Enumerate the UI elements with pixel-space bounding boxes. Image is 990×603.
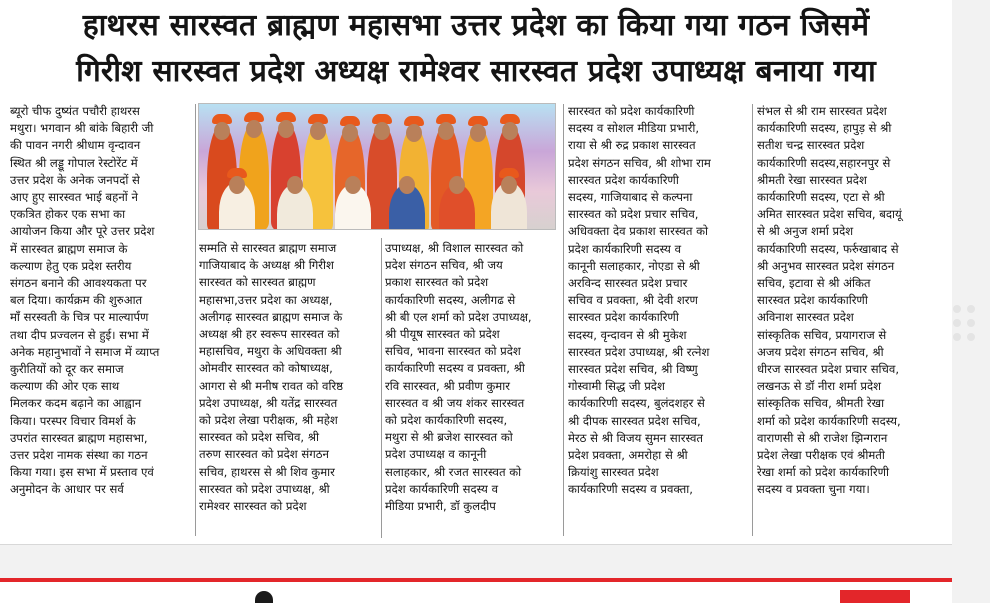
article-line: प्रकाश सारस्वत को प्रदेश <box>385 275 489 290</box>
article-line: प्रदेश उपाध्यक्ष, श्री यतेंद्र सारस्वत <box>199 395 338 410</box>
article-column-1 <box>10 103 194 499</box>
article-line: प्रदेश उपाध्यक्ष व कानूनी <box>385 447 487 462</box>
article-line: सांस्कृतिक सचिव, श्रीमती रेखा <box>757 396 885 411</box>
article-line: बल दिया। कार्यक्रम की शुरुआत <box>10 293 143 308</box>
article-line: गोस्वामी सिद्ध जी प्रदेश <box>568 379 665 394</box>
article-line: प्रदेश कार्यकारिणी सदस्य व <box>568 241 682 256</box>
article-line: सारस्वत प्रदेश कार्यकारिणी <box>757 293 868 308</box>
article-line: मथुरा से श्री ब्रजेश सारस्वत को <box>385 430 513 445</box>
article-line: शर्मा को प्रदेश कार्यकारिणी सदस्य, <box>757 413 901 428</box>
article-line: कल्याण हेतु एक प्रदेश स्तरीय <box>10 258 132 273</box>
article-line: किया। परस्पर विचार विमर्श के <box>10 413 136 428</box>
article-column-3 <box>385 240 561 515</box>
headline-line-2: गिरीश सारस्वत प्रदेश अध्यक्ष रामेश्वर सारस्वत प्रदेश उपाध्यक्ष बनाया गया <box>76 54 876 89</box>
article-line: माँ सरस्वती के चित्र पर माल्यार्पण <box>10 310 149 325</box>
article-line: कल्याण की ओर एक साथ <box>10 379 120 394</box>
article-line: कार्यकारिणी सदस्य, एटा से श्री <box>757 190 885 205</box>
article-line: कार्यकारिणी सदस्य, हापुड़ से श्री <box>757 121 892 136</box>
article-line: अनेक महानुभावों ने समाज में व्याप्त <box>10 344 160 359</box>
article-line: रवि सारस्वत, श्री प्रवीण कुमार <box>385 378 510 393</box>
article-line: ब्यूरो चीफ दुष्यंत पचौरी हाथरस <box>10 104 140 118</box>
article-column-2 <box>199 240 379 515</box>
article-line: सारस्वत प्रदेश सचिव, श्री विष्णु <box>568 362 698 377</box>
article-line: मिलकर कदम बढ़ाने का आह्वान <box>10 396 142 411</box>
article-line: में सारस्वत ब्राह्मण समाज के <box>10 241 128 256</box>
article-line: उपरांत सारस्वत ब्राह्मण महासभा, <box>10 430 148 445</box>
article-line: प्रदेश संगठन सचिव, श्री शोभा राम <box>568 155 711 170</box>
article-line: ओमवीर सारस्वत को कोषाध्यक्ष, <box>199 361 333 376</box>
article-line: श्री अनुभव सारस्वत प्रदेश संगठन <box>757 258 895 273</box>
article-line: क्रियांशु सारस्वत प्रदेश <box>568 465 659 480</box>
article-line: कार्यकारिणी सदस्य व प्रवक्ता, श्री <box>385 361 525 376</box>
article-line: उत्तर प्रदेश नामक संस्था का गठन <box>10 448 148 463</box>
article-line: आगरा से श्री मनीष रावत को वरिष्ठ <box>199 378 344 393</box>
next-clipping-glyph <box>255 591 273 603</box>
article-line: प्रदेश लेखा परीक्षक एवं श्रीमती <box>757 448 885 463</box>
article-line: महासभा,उत्तर प्रदेश का अध्यक्ष, <box>199 292 333 307</box>
article-line: श्रीमती रेखा सारस्वत प्रदेश <box>757 172 867 187</box>
article-line: अजय प्रदेश संगठन सचिव, श्री <box>757 344 884 359</box>
article-line: रेखा शर्मा को प्रदेश कार्यकारिणी <box>757 465 890 480</box>
article-line: श्री दीपक सारस्वत प्रदेश सचिव, <box>568 413 701 428</box>
article-line: उपाध्यक्ष, श्री विशाल सारस्वत को <box>385 241 524 255</box>
article-line: सारस्वत को सारस्वत ब्राह्मण <box>199 275 316 290</box>
article-line: को प्रदेश कार्यकारिणी सदस्य, <box>385 413 508 428</box>
article-line: सम्मति से सारस्वत ब्राह्मण समाज <box>199 241 337 255</box>
article-line: सदस्य, गाजियाबाद से कल्पना <box>568 190 693 205</box>
article-line: सारस्वत को प्रदेश उपाध्यक्ष, श्री <box>199 481 330 496</box>
article-line: सारस्वत को प्रदेश सचिव, श्री <box>199 430 319 445</box>
article-line: आयोजन किया और पूरे उत्तर प्रदेश <box>10 224 155 239</box>
article-line: सचिव, हाथरस से श्री शिव कुमार <box>199 464 335 479</box>
article-line: सारस्वत प्रदेश कार्यकारिणी <box>568 172 679 187</box>
headline-line-1: हाथरस सारस्वत ब्राह्मण महासभा उत्तर प्रदेश का किया गया गठन जिसमें <box>82 8 870 43</box>
article-line: सदस्य व सोशल मीडिया प्रभारी, <box>568 121 700 136</box>
article-line: तरुण सारस्वत को प्रदेश संगठन <box>199 447 329 462</box>
article-line: अविनाश सारस्वत प्रदेश <box>757 310 854 325</box>
next-clipping-red-rule <box>0 578 952 582</box>
article-line: को प्रदेश लेखा परीक्षक, श्री महेश <box>199 413 338 428</box>
article-line: अध्यक्ष श्री हर स्वरूप सारस्वत को <box>199 327 340 342</box>
article-line: राया से श्री रुद्र प्रकाश सारस्वत <box>568 138 696 153</box>
drag-handle-icon[interactable] <box>953 305 983 345</box>
article-line: से श्री अनुज शर्मा प्रदेश <box>757 224 854 239</box>
article-line: रामेश्वर सारस्वत को प्रदेश <box>199 499 307 514</box>
article-line: कानूनी सलाहकार, नोएडा से श्री <box>568 258 700 273</box>
article-line: सांस्कृतिक सचिव, प्रयागराज से <box>757 327 887 342</box>
article-line: आए हुए सारस्वत भाई बहनों ने <box>10 190 138 205</box>
article-line: सारस्वत व श्री जय शंकर सारस्वत <box>385 395 525 410</box>
article-line: प्रदेश कार्यकारिणी सदस्य व <box>385 481 499 496</box>
article-line: सलाहकार, श्री रजत सारस्वत को <box>385 464 522 479</box>
article-line: कार्यकारिणी सदस्य, अलीगढ से <box>385 292 516 307</box>
article-line: धीरज सारस्वत प्रदेश प्रचार सचिव, <box>757 362 900 377</box>
article-line: मेरठ से श्री विजय सुमन सारस्वत <box>568 430 704 445</box>
article-line: कार्यकारिणी सदस्य व प्रवक्ता, <box>568 482 693 497</box>
article-line: प्रदेश प्रवक्ता, अमरोहा से श्री <box>568 448 688 463</box>
article-line: महासचिव, मथुरा के अधिवक्ता श्री <box>199 344 342 359</box>
article-line: सचिव, इटावा से श्री अंकित <box>757 276 871 291</box>
article-line: सारस्वत को प्रदेश प्रचार सचिव, <box>568 207 699 222</box>
article-line: अलीगढ़ सारस्वत ब्राह्मण समाज के <box>199 309 343 324</box>
article-line: सचिव, भावना सारस्वत को प्रदेश <box>385 344 521 359</box>
article-line: अरविन्द सारस्वत प्रदेश प्रचार <box>568 276 688 291</box>
article-line: कुरीतियों को दूर कर समाज <box>10 362 124 377</box>
article-line: उत्तर प्रदेश के अनेक जनपदों से <box>10 172 140 187</box>
article-line: किया गया। इस सभा में प्रस्ताव एवं <box>10 465 154 480</box>
article-line: मीडिया प्रभारी, डॉ कुलदीप <box>385 499 496 514</box>
article-line: श्री बी एल शर्मा को प्रदेश उपाध्यक्ष, <box>385 309 532 324</box>
article-line: सदस्य, वृन्दावन से श्री मुकेश <box>568 327 687 342</box>
article-line: की पावन नगरी श्रीधाम वृन्दावन <box>10 138 141 153</box>
article-line: कार्यकारिणी सदस्य, बुलंदशहर से <box>568 396 705 411</box>
article-column-5 <box>757 103 941 499</box>
article-column-4 <box>568 103 750 499</box>
viewer-margin <box>952 0 990 603</box>
article-line: संगठन बनाने की आवश्यकता पर <box>10 276 147 291</box>
article-line: अमित सारस्वत प्रदेश सचिव, बदायूं <box>757 207 902 222</box>
article-line: अनुमोदन के आधार पर सर्व <box>10 482 124 497</box>
article-line: एकत्रित होकर एक सभा का <box>10 207 126 222</box>
article-line: कार्यकारिणी सदस्य, फर्रुखाबाद से <box>757 241 899 256</box>
article-line: सचिव व प्रवक्ता, श्री देवी शरण <box>568 293 698 308</box>
article-line: कार्यकारिणी सदस्य,सहारनपुर से <box>757 155 891 170</box>
article-line: लखनऊ से डॉ नीरा शर्मा प्रदेश <box>757 379 881 394</box>
article-line: सारस्वत को प्रदेश कार्यकारिणी <box>568 104 695 118</box>
article-line: सारस्वत प्रदेश उपाध्यक्ष, श्री रत्नेश <box>568 344 710 359</box>
article-line: प्रदेश संगठन सचिव, श्री जय <box>385 258 503 273</box>
article-line: मथुरा। भगवान श्री बांके बिहारी जी <box>10 121 154 136</box>
article-line: अधिवक्ता देव प्रकाश सारस्वत को <box>568 224 709 239</box>
next-clipping-red-block <box>840 590 910 603</box>
article-line: सदस्य व प्रवक्ता चुना गया। <box>757 482 870 497</box>
article-line: गाजियाबाद के अध्यक्ष श्री गिरीश <box>199 258 334 273</box>
article-line: संभल से श्री राम सारस्वत प्रदेश <box>757 104 887 118</box>
article-line: स्थित श्री लड्डू गोपाल रेस्टोरेंट में <box>10 155 138 170</box>
article-line: तथा दीप प्रज्वलन से हुई। सभा में <box>10 327 149 342</box>
article-line: सतीश चन्द्र सारस्वत प्रदेश <box>757 138 865 153</box>
group-photo <box>198 103 556 230</box>
article-line: श्री पीयूष सारस्वत को प्रदेश <box>385 327 500 342</box>
article-line: सारस्वत प्रदेश कार्यकारिणी <box>568 310 679 325</box>
article-line: वाराणसी से श्री राजेश झिन्गरान <box>757 430 888 445</box>
